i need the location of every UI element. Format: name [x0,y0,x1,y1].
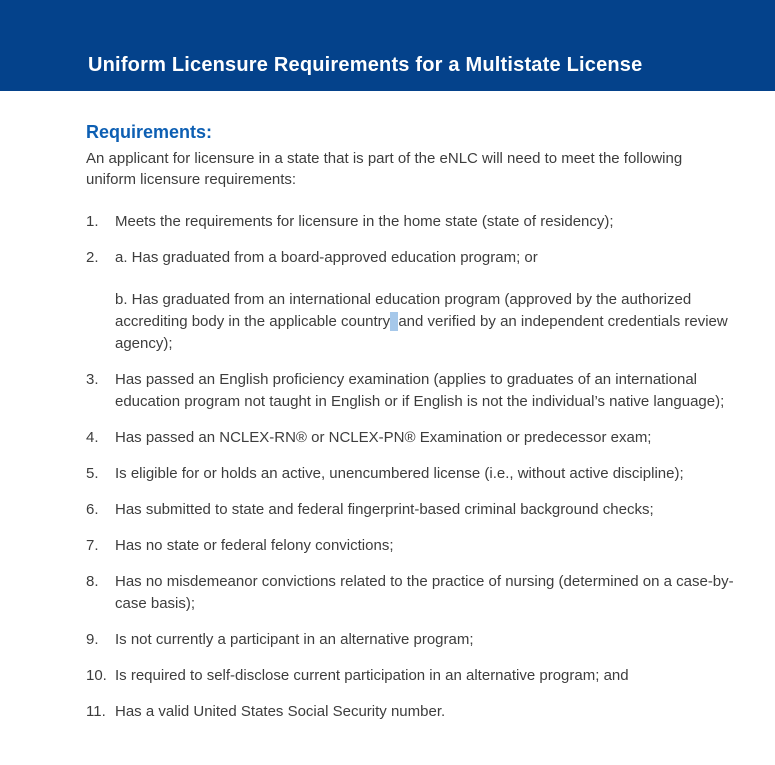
list-item-1 [86,211,736,233]
item-number: 9. [86,631,99,648]
requirements-heading: Requirements: [86,122,213,142]
list-item-10 [86,665,736,687]
list-item-9 [86,629,736,651]
item-text: Has submitted to state and federal fingerprint-based criminal background checks; [115,501,654,518]
intro-paragraph: An applicant for licensure in a state that is part of the eNLC will need to meet the following uniform licensure requirements: [86,150,683,188]
item-text: Has no misdemeanor convictions related to the practice of nursing (determined on a case-by-case basis); [115,573,734,612]
item-number: 2. [86,249,99,266]
list-item-7 [86,535,736,557]
content-area [0,91,775,723]
title-banner [0,0,775,91]
item-text: Has passed an English proficiency examination (applies to graduates of an international education program not taught in English or if English is not the individual’s native language); [115,371,725,410]
item-text: Is eligible for or holds an active, unencumbered license (i.e., without active discipline); [115,465,684,482]
item-text: Is required to self-disclose current participation in an alternative program; and [115,667,629,684]
item-number: 6. [86,501,99,518]
item-number: 8. [86,573,99,590]
requirements-list [86,211,736,723]
item-text: Meets the requirements for licensure in the home state (state of residency); [115,213,614,230]
item-number: 11. [86,703,106,720]
item-text-2a: a. Has graduated from a board-approved education program; or [115,249,538,266]
item-text-2b-after: and verified by an independent credentials review agency); [115,313,728,352]
list-item-11 [86,701,736,723]
item-number: 7. [86,537,99,554]
item-text: Has a valid United States Social Security number. [115,703,446,720]
item-text-2b-before: b. Has graduated from an international education program (approved by the authorized accrediting body in the applicable country [115,291,692,330]
list-item-2 [86,247,736,355]
list-item-6 [86,499,736,521]
item-number: 5. [86,465,99,482]
list-item-4 [86,427,736,449]
list-item-3 [86,369,736,413]
page-title: Uniform Licensure Requirements for a Multistate License [88,54,643,76]
list-item-5 [86,463,736,485]
item-text: Has passed an NCLEX-RN® or NCLEX-PN® Examination or predecessor exam; [115,429,652,446]
list-item-8 [86,571,736,615]
item-number: 10. [86,667,107,684]
item-text: Is not currently a participant in an alternative program; [115,631,474,648]
item-number: 1. [86,213,99,230]
item-text-2b [115,289,736,355]
item-number: 3. [86,371,99,388]
item-number: 4. [86,429,99,446]
item-text: Has no state or federal felony convictions; [115,537,394,554]
